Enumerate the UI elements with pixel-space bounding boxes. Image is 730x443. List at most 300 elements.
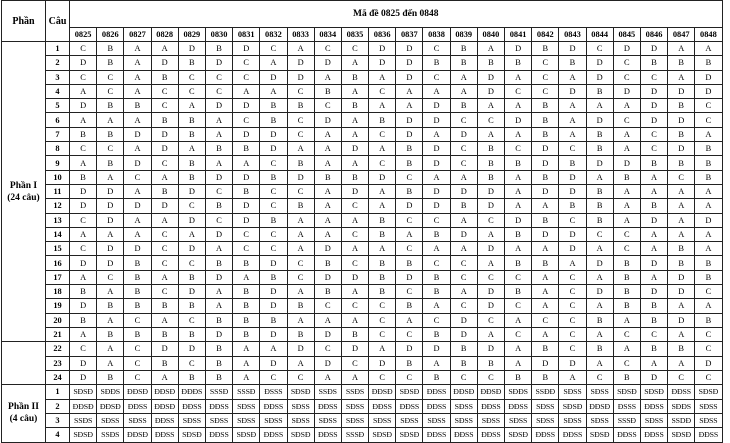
answer-cell: A — [586, 242, 613, 256]
answer-cell: C — [613, 356, 640, 370]
answer-cell: ĐĐSS — [532, 428, 559, 442]
answer-cell: D — [97, 199, 124, 213]
answer-cell: A — [369, 99, 396, 113]
answer-cell: SĐSS — [695, 399, 722, 413]
answer-cell: B — [450, 342, 477, 356]
answer-cell: B — [314, 170, 341, 184]
answer-cell: A — [613, 199, 640, 213]
answer-cell: A — [477, 327, 504, 341]
answer-cell: D — [124, 127, 151, 141]
answer-cell: A — [532, 199, 559, 213]
answer-cell: B — [70, 127, 97, 141]
question-number: 21 — [46, 327, 70, 341]
answer-cell: C — [477, 113, 504, 127]
answer-cell: C — [695, 370, 722, 384]
answer-cell: D — [396, 113, 423, 127]
answer-cell: A — [97, 170, 124, 184]
part1-answer-row — [2, 242, 723, 256]
answer-cell: ĐĐSS — [260, 428, 287, 442]
answer-cell: A — [260, 56, 287, 70]
answer-cell: A — [369, 242, 396, 256]
answer-cell: SĐSS — [287, 413, 314, 427]
answer-cell: B — [97, 156, 124, 170]
section-label-part2 — [2, 385, 46, 443]
answer-cell: B — [341, 327, 368, 341]
question-number: 20 — [46, 313, 70, 327]
answer-cell: A — [586, 356, 613, 370]
part1-answer-row — [2, 70, 723, 84]
question-number: 3 — [46, 413, 70, 427]
answer-cell: A — [423, 170, 450, 184]
part1-answer-row — [2, 42, 723, 56]
answer-cell: B — [477, 56, 504, 70]
answer-cell: D — [423, 184, 450, 198]
answer-cell: A — [97, 342, 124, 356]
answer-cell: A — [695, 227, 722, 241]
answer-cell: C — [70, 342, 97, 356]
answer-cell: C — [260, 199, 287, 213]
answer-cell: A — [369, 142, 396, 156]
answer-cell: B — [450, 42, 477, 56]
answer-cell: B — [233, 299, 260, 313]
answer-cell: B — [205, 342, 232, 356]
answer-cell: C — [369, 127, 396, 141]
answer-cell: B — [505, 285, 532, 299]
section-title: Phần II — [8, 402, 39, 413]
answer-cell: B — [369, 270, 396, 284]
answer-cell: ĐĐSS — [477, 399, 504, 413]
answer-cell: B — [396, 142, 423, 156]
answer-cell: A — [124, 42, 151, 56]
answer-cell: B — [205, 356, 232, 370]
answer-cell: B — [477, 356, 504, 370]
answer-cell: ĐSSS — [613, 399, 640, 413]
answer-cell: C — [613, 327, 640, 341]
answer-cell: D — [233, 213, 260, 227]
answer-cell: B — [233, 327, 260, 341]
exam-code-header: 0839 — [450, 28, 477, 42]
answer-cell: B — [695, 56, 722, 70]
answer-cell: B — [178, 156, 205, 170]
answer-cell: B — [586, 142, 613, 156]
answer-cell: C — [640, 127, 667, 141]
answer-cell: D — [477, 199, 504, 213]
exam-code-header: 0831 — [233, 28, 260, 42]
answer-cell: C — [260, 370, 287, 384]
answer-cell: A — [178, 142, 205, 156]
answer-cell: B — [178, 370, 205, 384]
answer-cell: C — [341, 227, 368, 241]
answer-cell: C — [124, 313, 151, 327]
answer-cell: A — [668, 70, 695, 84]
answer-cell: D — [477, 184, 504, 198]
answer-cell: B — [505, 156, 532, 170]
answer-cell: SSSĐ — [205, 385, 232, 399]
answer-cell: SĐSĐ — [70, 385, 97, 399]
answer-cell: B — [668, 342, 695, 356]
answer-cell: C — [260, 227, 287, 241]
answer-cell: A — [505, 70, 532, 84]
answer-cell: B — [124, 327, 151, 341]
answer-cell: B — [178, 127, 205, 141]
answer-cell: D — [151, 199, 178, 213]
answer-cell: C — [124, 170, 151, 184]
answer-cell: B — [287, 99, 314, 113]
exam-codes-row — [2, 28, 723, 42]
answer-cell: A — [369, 342, 396, 356]
exam-code-header: 0833 — [287, 28, 314, 42]
answer-cell: B — [396, 156, 423, 170]
answer-cell: C — [640, 327, 667, 341]
answer-cell: D — [341, 142, 368, 156]
answer-cell: A — [287, 42, 314, 56]
answer-cell: D — [314, 356, 341, 370]
answer-cell: SSĐS — [341, 385, 368, 399]
answer-cell: C — [287, 113, 314, 127]
answer-cell: B — [287, 156, 314, 170]
answer-cell: A — [287, 227, 314, 241]
answer-cell: D — [559, 42, 586, 56]
answer-cell: D — [97, 213, 124, 227]
answer-cell: A — [314, 127, 341, 141]
answer-cell: D — [205, 270, 232, 284]
answer-cell: D — [369, 356, 396, 370]
answer-cell: C — [695, 99, 722, 113]
answer-cell: A — [532, 242, 559, 256]
answer-cell: B — [205, 42, 232, 56]
answer-cell: ĐĐSS — [178, 399, 205, 413]
answer-cell: A — [341, 127, 368, 141]
answer-cell: A — [151, 170, 178, 184]
answer-cell: C — [287, 370, 314, 384]
answer-cell: D — [640, 113, 667, 127]
answer-cell: D — [341, 184, 368, 198]
answer-cell: SĐSS — [97, 413, 124, 427]
answer-cell: C — [70, 42, 97, 56]
answer-cell: B — [668, 99, 695, 113]
answer-cell: C — [613, 113, 640, 127]
answer-cell: B — [423, 56, 450, 70]
answer-cell: SĐSS — [205, 413, 232, 427]
answer-cell: B — [668, 127, 695, 141]
answer-cell: D — [586, 70, 613, 84]
answer-cell: D — [178, 184, 205, 198]
answer-cell: A — [369, 199, 396, 213]
answer-cell: A — [505, 356, 532, 370]
answer-cell: A — [450, 213, 477, 227]
question-number: 8 — [46, 142, 70, 156]
answer-cell: A — [287, 313, 314, 327]
answer-cell: A — [613, 127, 640, 141]
answer-cell: B — [151, 70, 178, 84]
answer-cell: B — [369, 285, 396, 299]
answer-cell: A — [586, 99, 613, 113]
answer-cell: ĐĐSS — [477, 428, 504, 442]
part1-answer-row — [2, 99, 723, 113]
answer-cell: A — [695, 242, 722, 256]
answer-cell: B — [151, 356, 178, 370]
answer-cell: C — [477, 313, 504, 327]
answer-cell: B — [423, 327, 450, 341]
answer-cell: A — [124, 84, 151, 98]
question-number: 24 — [46, 370, 70, 384]
answer-cell: A — [233, 156, 260, 170]
answer-cell: A — [640, 242, 667, 256]
answer-cell: A — [613, 213, 640, 227]
answer-cell: D — [70, 184, 97, 198]
answer-cell: C — [151, 156, 178, 170]
answer-cell: D — [341, 270, 368, 284]
answer-cell: D — [423, 142, 450, 156]
section-title: Phần I — [9, 180, 38, 191]
answer-cell: C — [151, 285, 178, 299]
answer-cell: C — [233, 227, 260, 241]
answer-cell: ĐĐSS — [314, 428, 341, 442]
answer-cell: C — [97, 70, 124, 84]
answer-cell: C — [586, 370, 613, 384]
answer-cell: ĐĐSĐ — [151, 385, 178, 399]
answer-cell: B — [233, 142, 260, 156]
answer-cell: A — [341, 113, 368, 127]
answer-cell: B — [695, 313, 722, 327]
answer-cell: A — [151, 370, 178, 384]
section-subtitle: (4 câu) — [9, 414, 38, 425]
answer-cell: C — [450, 370, 477, 384]
answer-cell: A — [369, 184, 396, 198]
answer-cell: A — [396, 84, 423, 98]
answer-cell: A — [70, 270, 97, 284]
answer-cell: D — [668, 84, 695, 98]
answer-cell: C — [396, 170, 423, 184]
answer-cell: A — [532, 299, 559, 313]
question-number: 15 — [46, 242, 70, 256]
answer-cell: D — [287, 342, 314, 356]
answer-cell: C — [450, 270, 477, 284]
answer-cell: SĐSS — [233, 399, 260, 413]
answer-cell: A — [477, 99, 504, 113]
answer-cell: B — [369, 213, 396, 227]
answer-cell: C — [341, 356, 368, 370]
answer-cell: A — [640, 270, 667, 284]
answer-cell: C — [505, 270, 532, 284]
answer-cell: C — [640, 70, 667, 84]
answer-cell: A — [505, 99, 532, 113]
answer-cell: C — [233, 56, 260, 70]
answer-cell: D — [369, 170, 396, 184]
exam-code-header: 0847 — [668, 28, 695, 42]
answer-cell: B — [532, 42, 559, 56]
answer-cell: A — [695, 184, 722, 198]
section-label-part1-continued — [2, 342, 46, 385]
answer-cell: C — [559, 313, 586, 327]
answer-cell: ĐĐSS — [396, 399, 423, 413]
answer-cell: B — [505, 370, 532, 384]
answer-cell: D — [396, 270, 423, 284]
part1-answer-row — [2, 113, 723, 127]
answer-cell: B — [640, 199, 667, 213]
answer-cell: A — [532, 327, 559, 341]
answer-cell: D — [532, 142, 559, 156]
answer-cell: D — [695, 84, 722, 98]
answer-cell: C — [586, 42, 613, 56]
part1-answer-row — [2, 313, 723, 327]
answer-cell: C — [233, 113, 260, 127]
answer-cell: SĐSS — [396, 413, 423, 427]
answer-cell: SĐSĐ — [233, 428, 260, 442]
answer-cell: D — [450, 184, 477, 198]
answer-cell: C — [287, 256, 314, 270]
answer-cell: B — [205, 256, 232, 270]
answer-cell: SĐSS — [695, 413, 722, 427]
answer-cell: B — [640, 313, 667, 327]
question-number: 3 — [46, 70, 70, 84]
answer-cell: C — [314, 342, 341, 356]
answer-cell: C — [450, 299, 477, 313]
answer-cell: A — [613, 342, 640, 356]
part1-answer-row — [2, 285, 723, 299]
answer-cell: D — [260, 127, 287, 141]
answer-cell: D — [341, 342, 368, 356]
answer-cell: SĐSS — [178, 413, 205, 427]
answer-cell: B — [532, 370, 559, 384]
answer-cell: SSDĐ — [668, 413, 695, 427]
answer-cell: C — [369, 84, 396, 98]
answer-cell: B — [151, 327, 178, 341]
answer-cell: B — [450, 356, 477, 370]
answer-cell: ĐĐSĐ — [450, 385, 477, 399]
answer-cell: A — [341, 84, 368, 98]
answer-cell: D — [151, 142, 178, 156]
answer-cell: B — [314, 285, 341, 299]
answer-cell: B — [586, 84, 613, 98]
answer-cell: D — [396, 127, 423, 141]
answer-cell: B — [124, 299, 151, 313]
answer-cell: A — [287, 285, 314, 299]
answer-cell: A — [423, 356, 450, 370]
part1-answer-row — [2, 213, 723, 227]
answer-cell: B — [640, 342, 667, 356]
answer-cell: A — [505, 342, 532, 356]
answer-cell: A — [341, 242, 368, 256]
answer-cell: B — [505, 227, 532, 241]
answer-cell: D — [260, 285, 287, 299]
answer-cell: B — [695, 170, 722, 184]
answer-cell: B — [423, 227, 450, 241]
answer-cell: D — [314, 327, 341, 341]
answer-cell: B — [369, 256, 396, 270]
answer-cell: C — [396, 327, 423, 341]
exam-code-header: 0843 — [559, 28, 586, 42]
answer-cell: B — [477, 170, 504, 184]
answer-cell: D — [70, 99, 97, 113]
answer-cell: A — [640, 356, 667, 370]
answer-cell: A — [205, 127, 232, 141]
exam-code-header: 0832 — [260, 28, 287, 42]
answer-cell: ĐĐSS — [505, 399, 532, 413]
answer-cell: C — [369, 313, 396, 327]
question-number: 11 — [46, 184, 70, 198]
answer-cell: C — [233, 70, 260, 84]
answer-cell: A — [314, 227, 341, 241]
answer-cell: A — [477, 127, 504, 141]
section-column-header: Phần — [2, 1, 46, 42]
answer-cell: D — [205, 99, 232, 113]
answer-cell: D — [640, 256, 667, 270]
answer-cell: A — [97, 313, 124, 327]
answer-cell: D — [205, 170, 232, 184]
answer-cell: ĐĐĐS — [178, 385, 205, 399]
answer-cell: A — [314, 70, 341, 84]
answer-cell: SĐSS — [450, 399, 477, 413]
answer-cell: B — [178, 270, 205, 284]
answer-cell: A — [233, 270, 260, 284]
answer-cell: B — [613, 270, 640, 284]
exam-code-header: 0842 — [532, 28, 559, 42]
answer-cell: B — [559, 199, 586, 213]
answer-cell: C — [505, 327, 532, 341]
answer-cell: A — [477, 256, 504, 270]
answer-cell: C — [505, 299, 532, 313]
answer-cell: C — [532, 84, 559, 98]
answer-cell: A — [287, 213, 314, 227]
answer-cell: B — [559, 156, 586, 170]
answer-cell: D — [70, 256, 97, 270]
answer-cell: A — [423, 242, 450, 256]
answer-cell: B — [260, 313, 287, 327]
part2-answer-row — [2, 413, 723, 427]
answer-cell: D — [70, 56, 97, 70]
answer-cell: C — [450, 113, 477, 127]
answer-cell: SSĐS — [70, 413, 97, 427]
answer-cell: D — [423, 342, 450, 356]
answer-cell: A — [124, 113, 151, 127]
answer-cell: SSSĐ — [341, 428, 368, 442]
answer-cell: B — [178, 170, 205, 184]
answer-cell: A — [396, 99, 423, 113]
answer-cell: B — [477, 156, 504, 170]
answer-cell: C — [450, 256, 477, 270]
part1-answer-row — [2, 299, 723, 313]
answer-cell: C — [341, 42, 368, 56]
exam-code-header: 0830 — [205, 28, 232, 42]
answer-cell: C — [477, 270, 504, 284]
question-number: 4 — [46, 84, 70, 98]
answer-cell: D — [586, 113, 613, 127]
answer-cell: B — [151, 299, 178, 313]
answer-cell: SĐSĐ — [396, 428, 423, 442]
answer-cell: C — [341, 256, 368, 270]
answer-cell: D — [586, 56, 613, 70]
answer-cell: B — [97, 327, 124, 341]
answer-cell: C — [396, 242, 423, 256]
answer-cell: B — [532, 127, 559, 141]
answer-cell: A — [695, 299, 722, 313]
answer-cell: C — [613, 56, 640, 70]
answer-cell: SĐSS — [450, 413, 477, 427]
answer-cell: D — [559, 84, 586, 98]
answer-cell: C — [559, 327, 586, 341]
answer-cell: B — [205, 370, 232, 384]
answer-cell: C — [369, 370, 396, 384]
answer-key-body — [2, 42, 723, 443]
answer-cell: ĐĐSS — [695, 428, 722, 442]
answer-cell: A — [341, 213, 368, 227]
answer-cell: SĐSS — [477, 413, 504, 427]
question-number: 9 — [46, 156, 70, 170]
answer-cell: A — [205, 242, 232, 256]
answer-cell: C — [314, 42, 341, 56]
answer-cell: C — [668, 370, 695, 384]
